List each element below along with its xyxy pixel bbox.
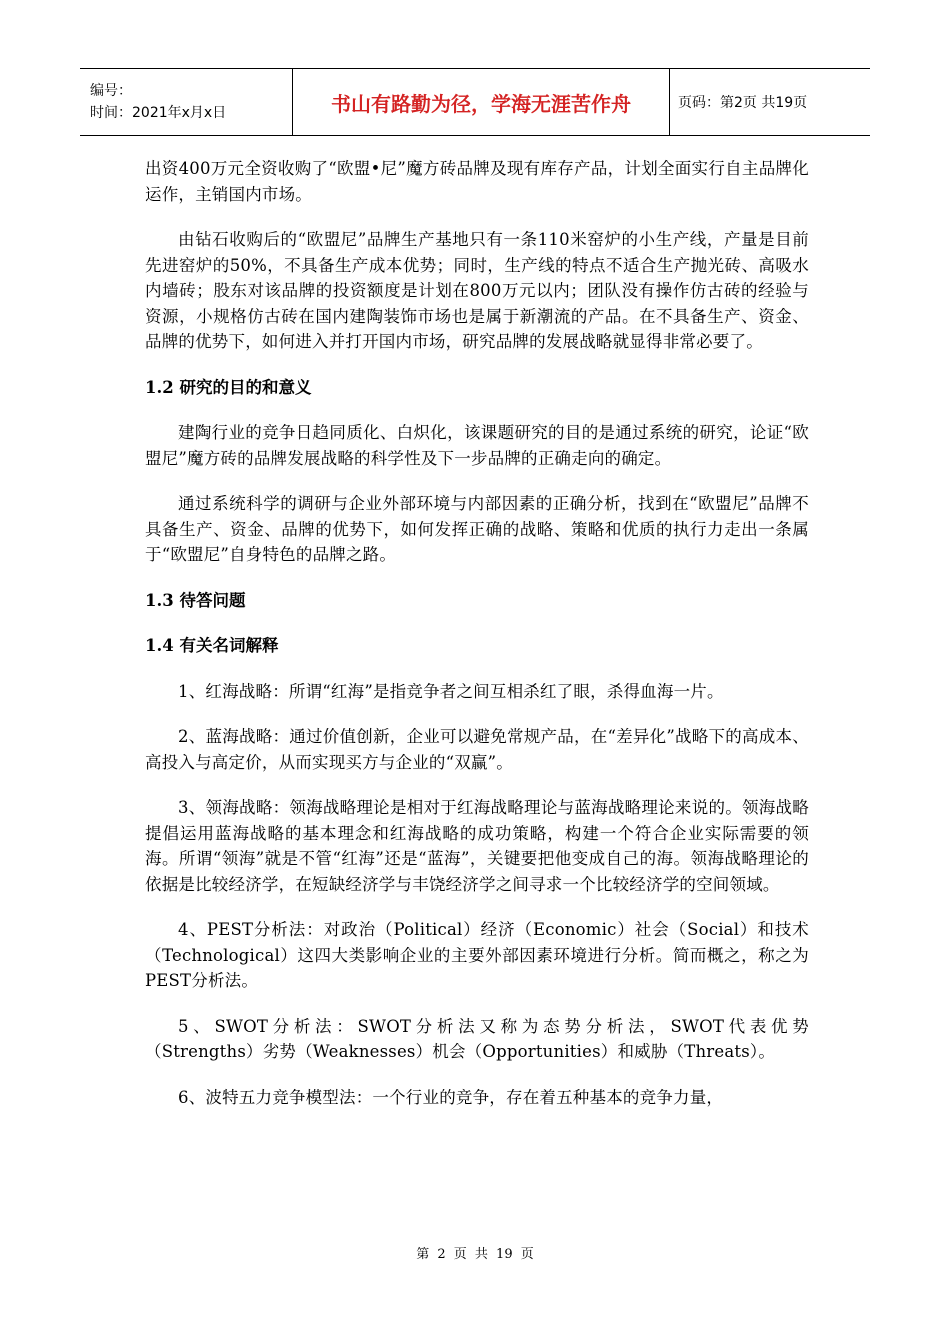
paragraph: 建陶行业的竞争日趋同质化、白炽化，该课题研究的目的是通过系统的研究，论证“欧盟尼”魔方砖的品牌发展战略的科学性及下一步品牌的正确走向的确定。 — [145, 423, 809, 468]
header-left-cell — [80, 69, 293, 136]
header-motto: 书山有路勤为径，学海无涯苦作舟 — [293, 69, 670, 136]
definition-item: 4、PEST分析法：对政治（Political）经济（Economic）社会（Social）和技术（Technological）这四大类影响企业的主要外部因素环境进行分析。简而概之，称之为PEST分析法。 — [145, 920, 809, 990]
definition-item: 2、蓝海战略：通过价值创新，企业可以避免常规产品，在“差异化”战略下的高成本、高投入与高定价，从而实现买方与企业的“双赢”。 — [145, 727, 809, 772]
definition-item: 1、红海战略：所谓“红海”是指竞争者之间互相杀红了眼，杀得血海一片。 — [178, 681, 724, 701]
paragraph: 由钻石收购后的“欧盟尼”品牌生产基地只有一条110米窑炉的小生产线，产量是目前先进窑炉的50%，不具备生产成本优势；同时，生产线的特点不适合生产抛光砖、高吸水内墙砖；股东对该品牌的投资额度是计划在800万元以内；团队没有操作仿古砖的经验与资源，小规格仿古砖在国内建陶装饰市场也是属于新潮流的产品。在不具备生产、资金、品牌的优势下，如何进入并打开国内市场，研究品牌的发展战略就显得非常必要了。 — [145, 230, 809, 351]
section-heading-1-4: 1.4 有关名词解释 — [145, 636, 279, 655]
document-body — [145, 156, 809, 1110]
header-page-info: 页码：第2页 共19页 — [670, 69, 871, 136]
serial-number-label: 编号： — [90, 83, 132, 99]
date-line: 时间：2021年x月x日 — [90, 105, 227, 121]
section-heading-1-2: 1.2 研究的目的和意义 — [145, 377, 312, 397]
definition-item: 5、SWOT分析法：SWOT分析法又称为态势分析法，SWOT代表优势（Strengths）劣势（Weaknesses）机会（Opportunities）和威胁（Threats）。 — [145, 1016, 809, 1061]
page-footer: 第 2 页 共 19 页 — [416, 1247, 534, 1262]
page-header — [80, 68, 870, 136]
section-heading-1-3: 1.3 待答问题 — [145, 590, 246, 610]
paragraph: 出资400万元全资收购了“欧盟•尼”魔方砖品牌及现有库存产品，计划全面实行自主品牌化运作，主销国内市场。 — [145, 159, 809, 204]
definition-item: 6、波特五力竞争模型法：一个行业的竞争，存在着五种基本的竞争力量， — [178, 1087, 724, 1107]
paragraph: 通过系统科学的调研与企业外部环境与内部因素的正确分析，找到在“欧盟尼”品牌不具备生产、资金、品牌的优势下，如何发挥正确的战略、策略和优质的执行力走出一条属于“欧盟尼”自身特色的品牌之路。 — [145, 494, 809, 564]
definition-item: 3、领海战略：领海战略理论是相对于红海战略理论与蓝海战略理论来说的。领海战略提倡运用蓝海战略的基本理念和红海战略的成功策略，构建一个符合企业实际需要的领海。所谓“领海”就是不管“红海”还是“蓝海”，关键要把他变成自己的海。领海战略理论的依据是比较经济学，在短缺经济学与丰饶经济学之间寻求一个比较经济学的空间领域。 — [145, 798, 809, 894]
